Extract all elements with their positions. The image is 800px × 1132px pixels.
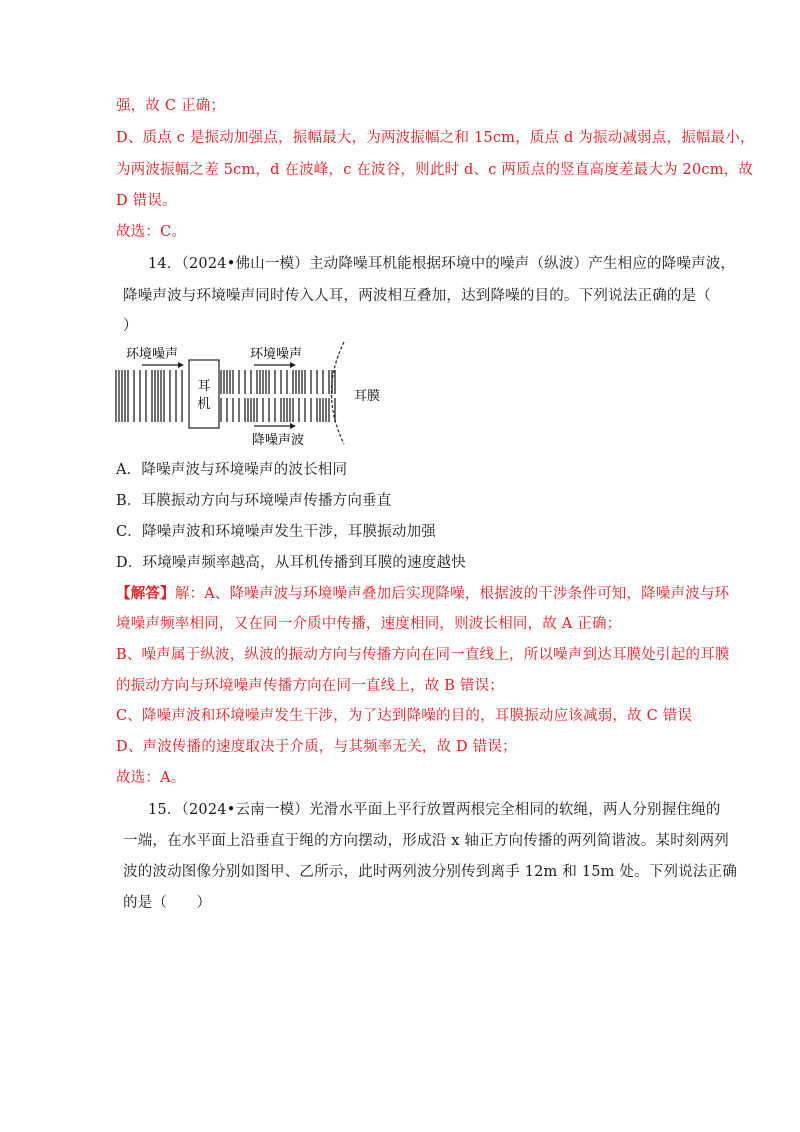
eardrum-arc — [332, 342, 345, 444]
ambient-label-left: 环境噪声 — [126, 347, 179, 362]
anti-noise-wave — [221, 398, 335, 422]
earphone-label-1: 耳 — [197, 379, 211, 394]
prev-solution-line-3: 为两波振幅之差 5cm，d 在波峰，c 在波谷，则此时 d、c 两质点的竖直高度差最大为 20cm，故 — [116, 162, 754, 178]
prev-solution-line-1: 强，故 C 正确； — [116, 98, 226, 114]
earphone-box — [189, 360, 219, 428]
earphone-label-2: 机 — [197, 397, 211, 412]
q14-option-b: B．耳膜振动方向与环境噪声传播方向垂直 — [116, 493, 392, 509]
ambient-wave-right — [221, 370, 335, 394]
prev-choice: 故选：C。 — [116, 224, 187, 240]
q14-option-a: A．降噪声波与环境噪声的波长相同 — [116, 462, 348, 478]
q14-answer-line-5: C、降噪声波和环境噪声发生干涉，为了达到降噪的目的，耳膜振动应该减弱，故 C 错误 — [116, 708, 693, 724]
prev-solution-line-4: D 错误。 — [116, 193, 177, 209]
ambient-wave-left — [116, 370, 182, 422]
q14-answer-line-6: D、声波传播的速度取决于介质，与其频率无关，故 D 错误； — [116, 739, 517, 755]
answer-tag: 【解答】 — [116, 585, 175, 602]
arrow-anti-head — [290, 423, 296, 429]
q14-stem-line-3: ） — [123, 318, 138, 334]
q15-stem-line-2: 一端，在水平面上沿垂直于绳的方向摆动，形成沿 x 轴正方向传播的两列简谐波。某时刻两列 — [123, 833, 729, 849]
q14-answer-line-1 — [116, 584, 729, 604]
prev-solution-line-2: D、质点 c 是振动加强点，振幅最大，为两波振幅之和 15cm，质点 d 为振动减弱点，振幅最小， — [116, 130, 755, 146]
q14-option-d: D．环境噪声频率越高，从耳机传播到耳膜的速度越快 — [116, 555, 466, 571]
q14-option-c: C．降噪声波和环境噪声发生干涉，耳膜振动加强 — [116, 524, 436, 540]
q14-choice: 故选：A。 — [116, 770, 186, 786]
arrow-right-head — [290, 362, 296, 368]
arrow-left-head — [178, 362, 184, 368]
answer-text-1: 解：A、降噪声波与环境噪声叠加后实现降噪，根据波的干涉条件可知，降噪声波与环 — [174, 586, 730, 602]
anti-noise-label: 降噪声波 — [252, 433, 305, 448]
q14-answer-line-3: B、噪声属于纵波，纵波的振动方向与传播方向在同一直线上，所以噪声到达耳膜处引起的耳膜 — [116, 647, 730, 663]
q15-stem-line-1: 15．（2024•云南一模）光滑水平面上平行放置两根完全相同的软绳，两人分别握住绳的 — [148, 802, 721, 818]
q14-stem-line-2: 降噪声波与环境噪声同时传入人耳，两波相互叠加，达到降噪的目的。下列说法正确的是（ — [123, 288, 711, 304]
q15-stem-line-3: 波的波动图像分别如图甲、乙所示，此时两列波分别传到离手 12m 和 15m 处。下列说法正确 — [123, 864, 738, 880]
q14-answer-line-2: 境噪声频率相同，又在同一介质中传播，速度相同，则波长相同，故 A 正确； — [116, 616, 622, 632]
q14-answer-line-4: 的振动方向与环境噪声传播方向在同一直线上，故 B 错误； — [116, 678, 504, 694]
q14-stem-line-1: 14．（2024•佛山一模）主动降噪耳机能根据环境中的噪声（纵波）产生相应的降噪声波， — [148, 256, 736, 272]
noise-cancel-diagram — [114, 338, 404, 448]
eardrum-label: 耳膜 — [354, 389, 381, 404]
ambient-label-right: 环境噪声 — [250, 347, 303, 362]
q15-stem-line-4: 的是（ ） — [123, 895, 212, 911]
